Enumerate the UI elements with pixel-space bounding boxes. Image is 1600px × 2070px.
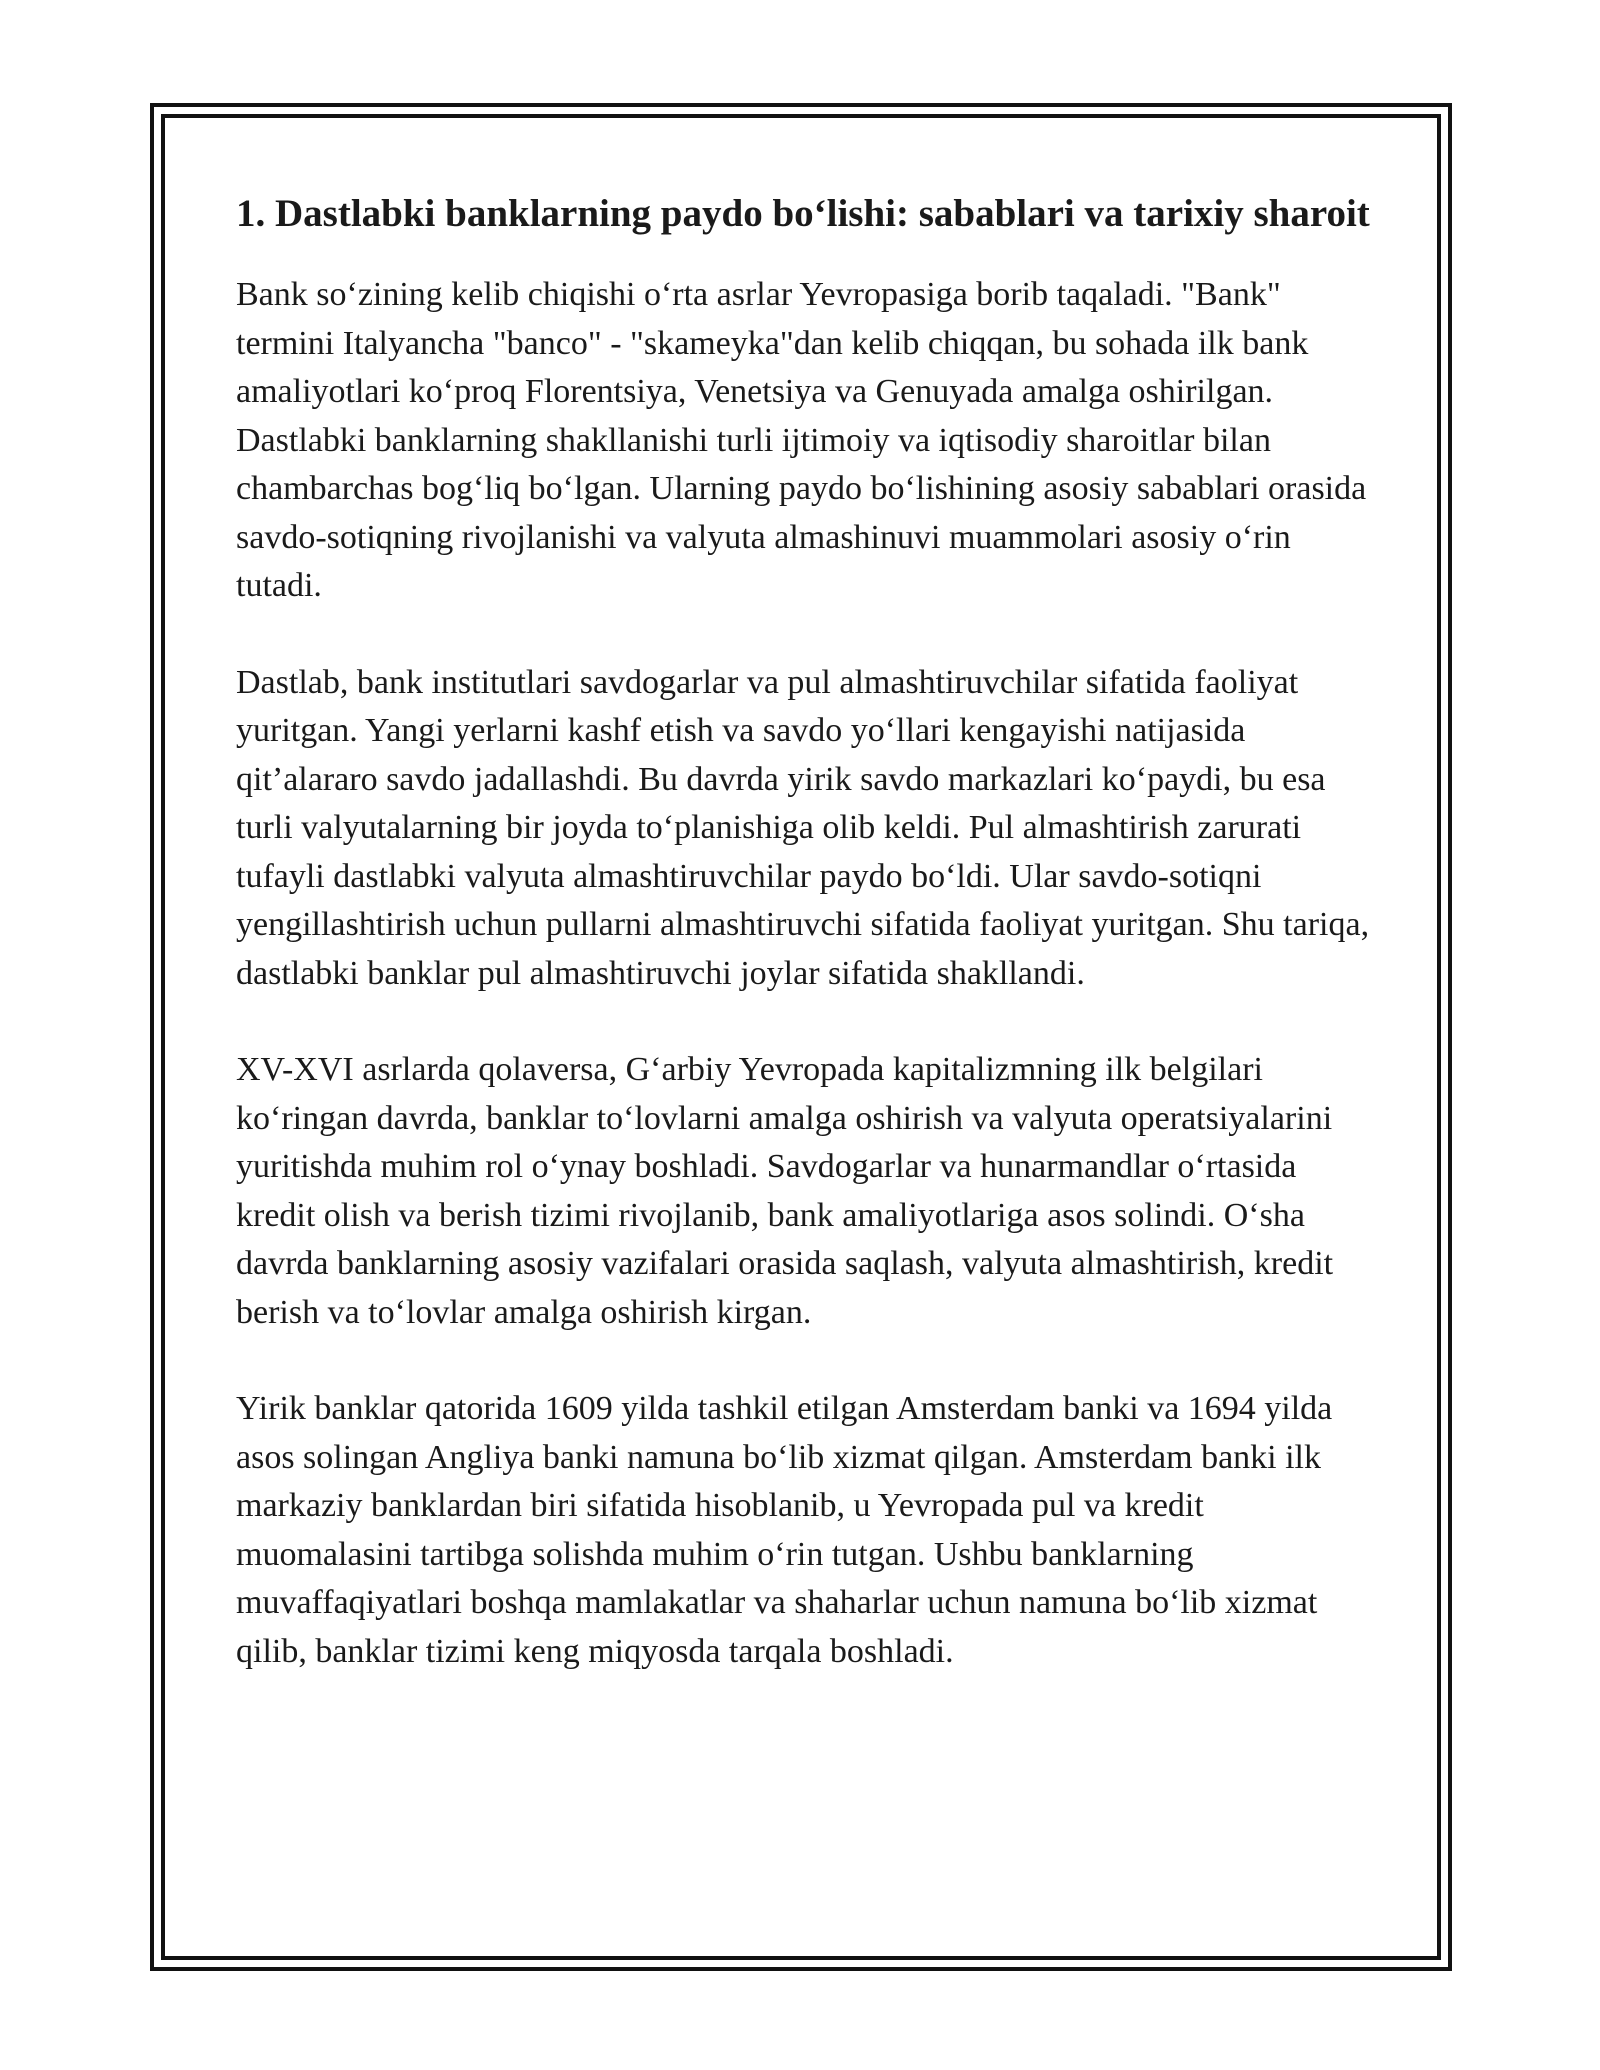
paragraph-money-changers: Dastlab, bank institutlari savdogarlar va pul almashtiruvchilar sifatida faoliyat yuritgan. Yangi yerlarni kashf etish va savdo yo‘llari kengayishi natijasida qit’alararo savdo jadallashdi. Bu davrda yirik savdo markazlari ko‘paydi, bu esa turli valyutalarning bir joyda to‘planishiga olib keldi. Pul almashtirish zarurati tufayli dastlabki valyuta almashtiruvchilar paydo bo‘ldi. Ular savdo-sotiqni yengillashtirish uchun pullarni almashtiruvchi sifatida faoliyat yuritgan. Shu tariqa, dastlabki banklar pul almashtiruvchi joylar sifatida shakllandi. [236,663,1370,992]
document-body [236,186,1376,1724]
paragraph-xv-xvi-centuries: XV-XVI asrlarda qolaversa, G‘arbiy Yevropada kapitalizmning ilk belgilari ko‘ringan davrda, banklar to‘lovlarni amalga oshirish va valyuta operatsiyalarini yuritishda muhim rol o‘ynay boshladi. Savdogarlar va hunarmandlar o‘rtasida kredit olish va berish tizimi rivojlanib, bank amaliyotlariga asos solindi. O‘sha davrda banklarning asosiy vazifalari orasida saqlash, valyuta almashtirish, kredit berish va to‘lovlar amalga oshirish kirgan. [236,1051,1334,1331]
paragraph-bank-origin: Bank so‘zining kelib chiqishi o‘rta asrlar Yevropasiga borib taqaladi. "Bank" termini Italyancha "banco" - "skameyka"dan kelib chiqqan, bu sohada ilk bank amaliyotlari ko‘proq Florentsiya, Venetsiya va Genuyada amalga oshirilgan. Dastlabki banklarning shakllanishi turli ijtimoiy va iqtisodiy sharoitlar bilan chambarchas bog‘liq bo‘lgan. Ularning paydo bo‘lishining asosiy sabablari orasida savdo-sotiqning rivojlanishi va valyuta almashinuvi muammolari asosiy o‘rin tutadi. [236,276,1367,604]
section-heading: 1. Dastlabki banklarning paydo bo‘lishi: sabablari va tarixiy sharoit [236,192,1370,235]
paragraph-major-banks: Yirik banklar qatorida 1609 yilda tashkil etilgan Amsterdam banki va 1694 yilda asos solingan Angliya banki namuna bo‘lib xizmat qilgan. Amsterdam banki ilk markaziy banklardan biri sifatida hisoblanib, u Yevropada pul va kredit muomalasini tartibga solishda muhim o‘rin tutgan. Ushbu banklarning muvaffaqiyatlari boshqa mamlakatlar va shaharlar uchun namuna bo‘lib xizmat qilib, banklar tizimi keng miqyosda tarqala boshladi. [236,1390,1333,1670]
